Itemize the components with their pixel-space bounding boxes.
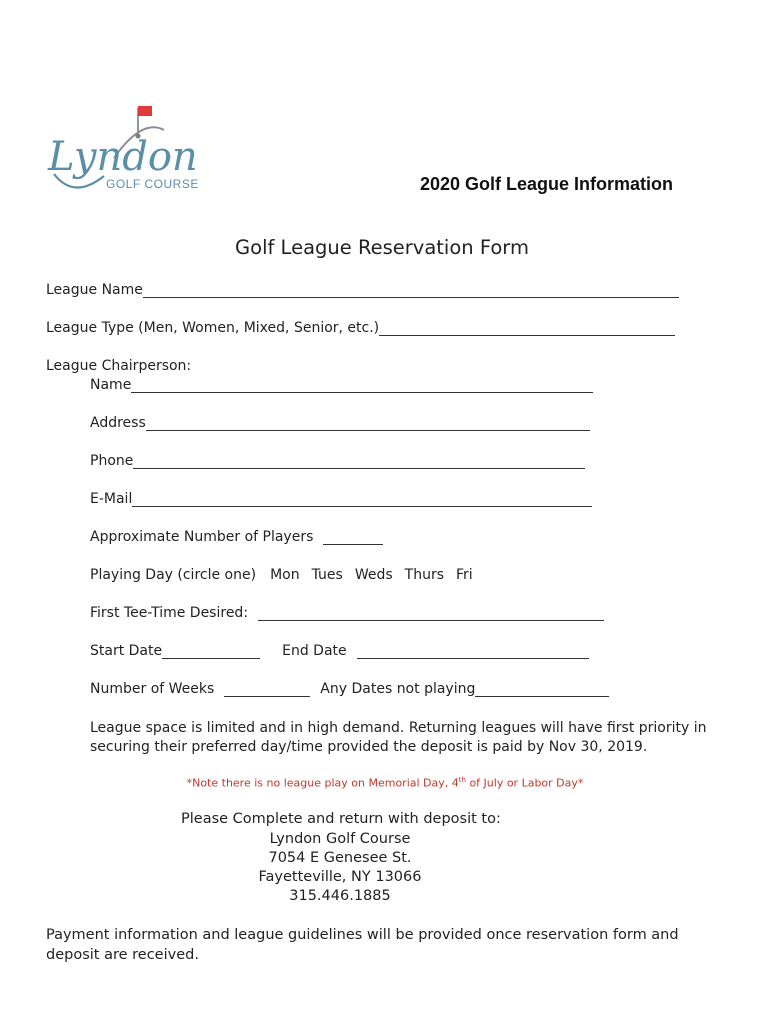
phone-row bbox=[90, 453, 585, 469]
return-instructions: Please Complete and return with deposit to: bbox=[181, 811, 501, 827]
league-type-row bbox=[46, 320, 675, 336]
email-field[interactable] bbox=[132, 492, 592, 507]
chair-name-label: Name bbox=[90, 377, 132, 393]
logo-script-text: Lyndon bbox=[48, 134, 198, 180]
chair-name-field[interactable] bbox=[131, 378, 593, 393]
weeks-row bbox=[90, 681, 609, 697]
holiday-note bbox=[0, 776, 770, 790]
dates-not-playing-label: Any Dates not playing bbox=[320, 681, 476, 697]
form-title: Golf League Reservation Form bbox=[235, 236, 529, 259]
holiday-note-text-end: of July or Labor Day* bbox=[465, 776, 584, 790]
address-line: Fayetteville, NY 13066 bbox=[258, 869, 422, 885]
email-label: E-Mail bbox=[90, 491, 133, 507]
chair-name-row bbox=[90, 377, 593, 393]
footer-text: Payment information and league guidelines will be provided once reservation form and deposit are received. bbox=[46, 927, 679, 963]
end-date-field[interactable] bbox=[357, 644, 589, 659]
players-field[interactable] bbox=[323, 530, 383, 545]
lyndon-logo-graphic bbox=[44, 100, 234, 200]
notice-text: League space is limited and in high demand. Returning leagues will have first priority in securing their preferred day/time provided the deposit is paid by Nov 30, 2019. bbox=[90, 720, 707, 755]
league-name-field[interactable] bbox=[143, 283, 679, 298]
players-row bbox=[90, 529, 383, 545]
league-name-label: League Name bbox=[46, 282, 143, 298]
end-date-label: End Date bbox=[282, 643, 347, 659]
address-line: 315.446.1885 bbox=[289, 888, 391, 904]
start-date-label: Start Date bbox=[90, 643, 163, 659]
league-name-row bbox=[46, 282, 679, 298]
league-type-label: League Type (Men, Women, Mixed, Senior, etc.) bbox=[46, 320, 380, 336]
tee-time-row bbox=[90, 605, 604, 621]
email-row bbox=[90, 491, 592, 507]
playing-day-row bbox=[90, 567, 473, 583]
address-line: Lyndon Golf Course bbox=[269, 831, 411, 847]
page-heading: 2020 Golf League Information bbox=[420, 174, 674, 194]
phone-label: Phone bbox=[90, 453, 134, 469]
day-option-fri[interactable]: Fri bbox=[456, 567, 473, 583]
chairperson-heading bbox=[46, 358, 191, 374]
day-option-weds[interactable]: Weds bbox=[354, 567, 393, 583]
league-type-field[interactable] bbox=[379, 321, 675, 336]
address-label: Address bbox=[90, 415, 146, 431]
start-date-field[interactable] bbox=[162, 644, 260, 659]
dates-not-playing-field[interactable] bbox=[475, 682, 609, 697]
holiday-note-sup: th bbox=[458, 776, 466, 784]
logo-subtitle-text: GOLF COURSE bbox=[106, 177, 199, 191]
tee-time-label: First Tee-Time Desired: bbox=[90, 605, 249, 621]
tee-time-field[interactable] bbox=[258, 606, 604, 621]
dates-row bbox=[90, 643, 589, 659]
phone-field[interactable] bbox=[133, 454, 585, 469]
address-row bbox=[90, 415, 590, 431]
chairperson-label: League Chairperson: bbox=[46, 358, 192, 374]
day-option-tues[interactable]: Tues bbox=[311, 567, 343, 583]
holiday-note-text: *Note there is no league play on Memorial Day, 4 bbox=[186, 776, 459, 790]
players-label: Approximate Number of Players bbox=[90, 529, 314, 545]
day-option-thurs[interactable]: Thurs bbox=[404, 567, 444, 583]
lyndon-logo bbox=[44, 100, 234, 200]
day-option-mon[interactable]: Mon bbox=[270, 567, 300, 583]
playing-day-label: Playing Day (circle one) bbox=[90, 567, 257, 583]
mailing-address bbox=[240, 830, 440, 906]
address-field[interactable] bbox=[146, 416, 590, 431]
address-line: 7054 E Genesee St. bbox=[268, 850, 412, 866]
weeks-label: Number of Weeks bbox=[90, 681, 215, 697]
weeks-field[interactable] bbox=[224, 682, 310, 697]
